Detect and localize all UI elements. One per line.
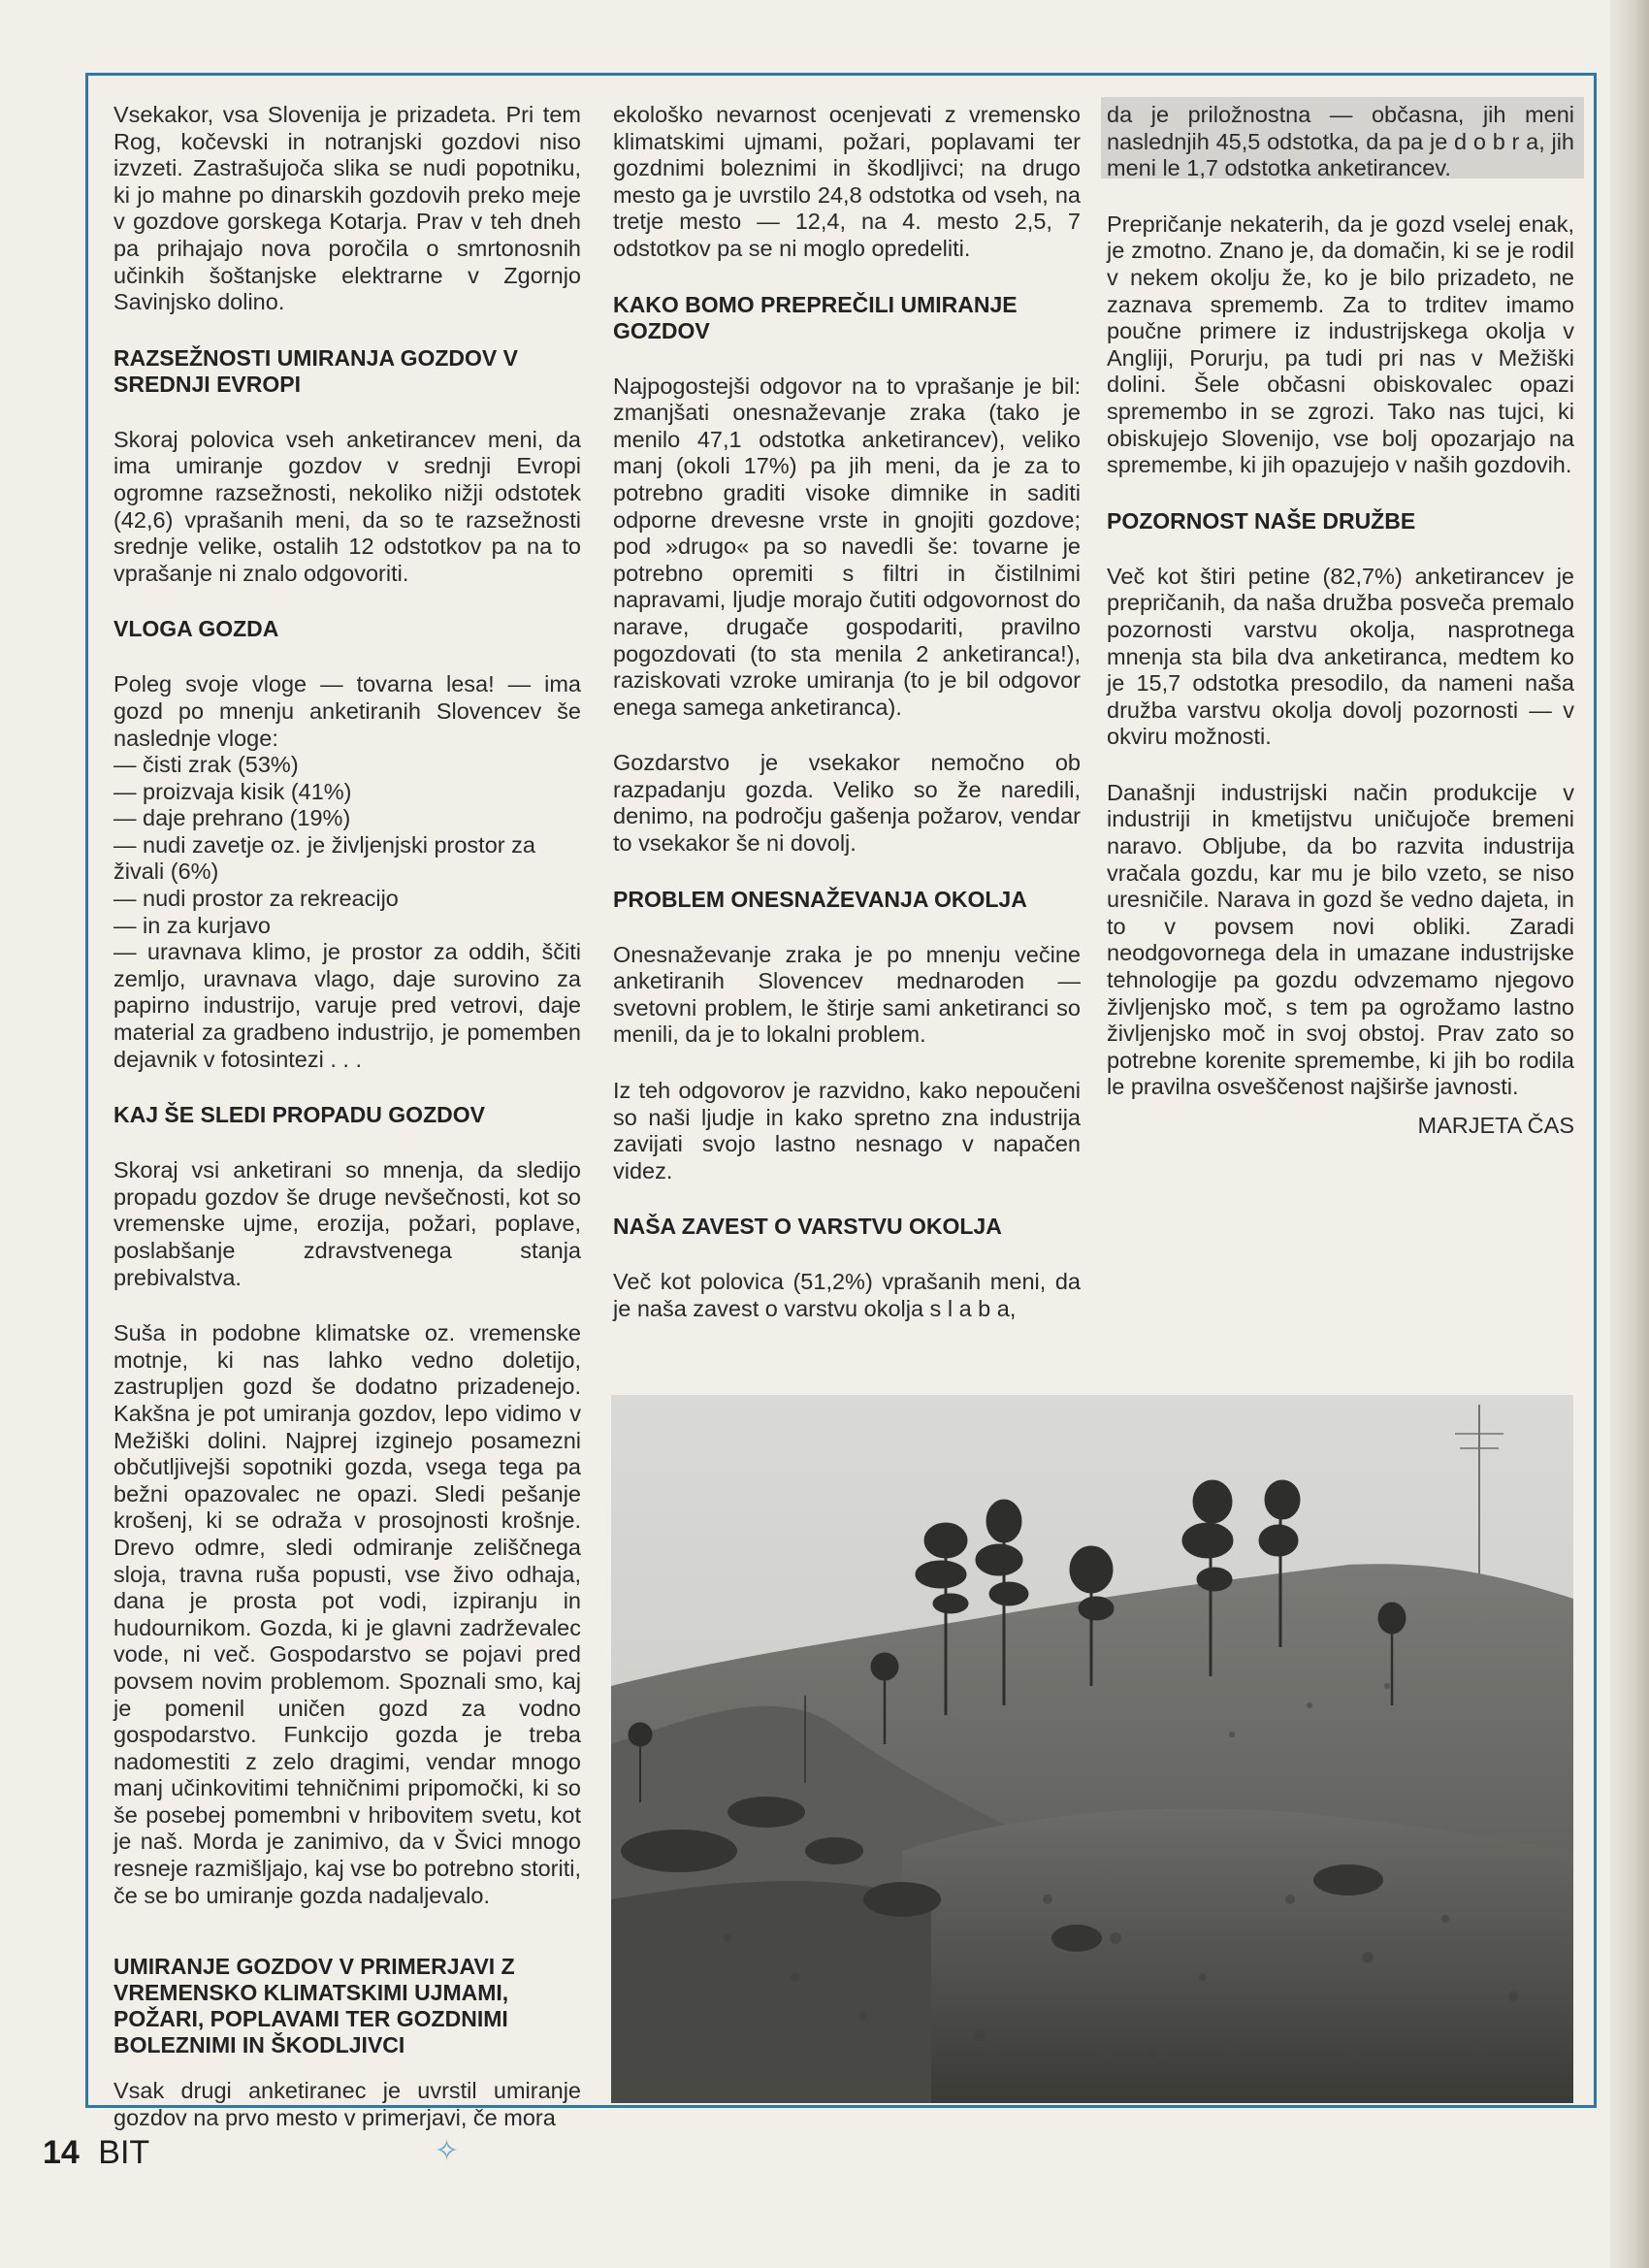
list-item: — daje prehrano (19%)	[113, 805, 351, 831]
section-heading: VLOGA GOZDA	[113, 616, 279, 642]
paragraph: Prepričanje nekaterih, da je gozd vselej enak, je zmotno. Znano je, da domačin, ki se je rodil v nekem okolju že, ko je bilo prizadeto, ne zaznava sprememb. Za to trditev imamo poučne primere iz industrijskega okolja v Angliji, Porurju, pa tudi pri nas v Mežiški dolini. Šele občasni obiskovalec opazi spremembo in se zgrozi. Tako nas tujci, ki obiskujejo Slovenijo, vse bolj opozarjajo na spremembe, ki jih opazujejo v naših gozdovih.	[1107, 211, 1574, 478]
role-list	[113, 752, 581, 1073]
column-2	[613, 102, 1081, 1352]
list-item: — čisti zrak (53%)	[113, 752, 299, 778]
paragraph: Najpogostejši odgovor na to vprašanje je bil: zmanjšati onesnaževanje zraka (tako je menilo 47,1 odstotka anketirancev), veliko manj (okoli 17%) pa jih meni, da je za to potrebno graditi visoke dimnike in saditi odporne drevesne vrste in gnojiti gozdove; pod »drugo« pa so navedli še: tovarne je potrebno opremiti s filtri in čistilnimi napravami, ljudje morajo čutiti odgovornost do narave, drugače gospodariti, pravilno pogozdovati (to sta menila 2 anketiranca!), raziskovati vzroke umiranja (to je bil odgovor enega samega anketiranca).	[613, 373, 1081, 720]
list-item: — nudi zavetje oz. je življenjski prostor za živali (6%)	[113, 831, 535, 885]
section-heading: NAŠA ZAVEST O VARSTVU OKOLJA	[613, 1214, 1002, 1240]
paragraph: Suša in podobne klimatske oz. vremenske motnje, ki nas lahko vedno doletijo, zastrupljen gozd še dodatno prizadenejo. Kakšna je pot umiranja gozdov, lepo vidimo v Mežiški dolini. Najprej izginejo posamezni občutljivejši sopotniki gozda, vsega tega pa bežni opazovalec ne opazi. Sledi pešanje krošenj, ki se odraža v prosojnosti krošnje. Drevo odmre, sledi odmiranje zeliščnega sloja, travna ruša popusti, vse živo odhaja, dana je prosta pot vodi, izpiranju in hudournikom. Gozda, ki je glavni zadrževalec vode, ni več. Gospodarstvo se pojavi pred povsem novim problemom. Spoznali smo, kaj je pomenil uničen gozd za vodno gospodarstvo. Funkcijo gozda je treba nadomestiti z zelo dragimi, vendar mnogo manj učinkovitimi tehničnimi pripomočki, ki so še posebej pomembni v hribovitem svetu, kot je naš. Morda je zanimivo, da v Švici mnogo resneje razmišljajo, kaj vse bo potrebno storiti, če se bo umiranje gozda nadaljevalo.	[113, 1320, 581, 1908]
decorative-mark-icon: ✧	[435, 2135, 460, 2167]
paragraph: Več kot polovica (51,2%) vprašanih meni, da je naša zavest o varstvu okolja s l a b a,	[613, 1269, 1081, 1321]
list-item: — proizvaja kisik (41%)	[113, 778, 352, 804]
forest-hillside-photo	[611, 1395, 1573, 2103]
column-3	[1107, 102, 1574, 1169]
paragraph: da je priložnostna — občasna, jih meni naslednjih 45,5 odstotka, da pa je d o b r a, jih meni le 1,7 odstotka anketirancev.	[1107, 102, 1574, 181]
section-heading: POZORNOST NAŠE DRUŽBE	[1107, 507, 1416, 534]
paragraph: Današnji industrijski način produkcije v industriji in kmetijstvu uničujoče bremeni naravo. Obljube, da bo razvita industrija vračala gozdu, kar mu je bilo vzeto, se niso uresničile. Narava in gozd še vedno dajeta, in to v povsem novi obliki. Zaradi neodgovornega dela in umazane industrijske tehnologije pa gozdu odvzemamo njegovo življenjsko moč, s tem pa ogrožamo lastno življenjsko moč in svoj obstoj. Prav zato so potrebne korenite spremembe, ki jih bo rodila le pravilna osveščenost najširše javnosti.	[1107, 779, 1574, 1100]
paragraph: Gozdarstvo je vsekakor nemočno ob razpadanju gozda. Veliko so že naredili, denimo, na področju gašenja požarov, vendar to vsekakor še ni dovolj.	[613, 750, 1081, 857]
paragraph: Skoraj polovica vseh anketirancev meni, da ima umiranje gozdov v srednji Evropi ogromne razsežnosti, nekoliko nižji odstotek (42,6) vprašanih meni, da so te razsežnosti srednje velike, ostalih 12 odstotkov pa na to vprašanje ni znalo odgovoriti.	[113, 426, 581, 586]
list-item: — in za kurjavo	[113, 912, 271, 938]
section-heading: UMIRANJE GOZDOV V PRIMERJAVI Z VREMENSKO KLIMATSKIMI UJMAMI, POŽARI, POPLAVAMI TER GOZDNIMI BOLEZNIMI IN ŠKODLJIVCI	[113, 1954, 515, 2058]
section-heading: PROBLEM ONESNAŽEVANJA OKOLJA	[613, 886, 1027, 912]
section-heading: KAKO BOMO PREPREČILI UMIRANJE GOZDOV	[613, 291, 1018, 343]
paragraph: Vsak drugi anketiranec je uvrstil umiranje gozdov na prvo mesto v primerjavi, če mora	[113, 2078, 581, 2130]
paragraph: Iz teh odgovorov je razvidno, kako nepoučeni so naši ljudje in kako spretno zna industrija zavijati svojo lastno nesnago v napačen videz.	[613, 1078, 1081, 1183]
paragraph: Več kot štiri petine (82,7%) anketirancev je prepričanih, da naša družba posveča premalo pozornosti varstvu okolja, nasprotnega mnenja sta bila dva anketiranca, medtem ko je 15,7 odstotka presodilo, da nameni naša družba varstvu okolja dovolj pozornosti — v okviru možnosti.	[1107, 563, 1574, 750]
paragraph: Poleg svoje vloge — tovarna lesa! — ima gozd po mnenju anketiranih Slovencev še naslednje vloge:	[113, 671, 581, 751]
list-item: — uravnava klimo, je prostor za oddih, ščiti zemljo, uravnava vlago, daje surovino za papirno industrijo, varuje pred vetrovi, daje material za gradbeno industrijo, je pomemben dejavnik v fotosintezi . . .	[113, 939, 581, 1072]
paragraph: ekološko nevarnost ocenjevati z vremensko klimatskimi ujmami, požari, poplavami ter gozdnimi boleznimi in škodljivci; na drugo mesto ga je uvrstilo 24,8 odstotka od vseh, na tretje mesto — 12,4, na 4. mesto 2,5, 7 odstotkov pa se ni moglo opredeliti.	[613, 102, 1081, 261]
paragraph: Onesnaževanje zraka je po mnenju večine anketiranih Slovencev mednaroden — svetovni problem, le štirje sami anketiranci so menili, da je to lokalni problem.	[613, 941, 1081, 1048]
section-heading: RAZSEŽNOSTI UMIRANJA GOZDOV V SREDNJI EVROPI	[113, 344, 518, 397]
section-heading: KAJ ŠE SLEDI PROPADU GOZDOV	[113, 1102, 485, 1128]
paragraph: Skoraj vsi anketirani so mnenja, da sledijo propadu gozdov še druge nevšečnosti, kot so vremenske ujme, erozija, požari, poplave, poslabšanje zdravstvenega stanja prebivalstva.	[113, 1157, 581, 1290]
column-1	[113, 102, 581, 2160]
page-number: 14	[43, 2134, 80, 2171]
magazine-name: BIT	[98, 2134, 150, 2171]
page-footer	[43, 2134, 149, 2172]
list-item: — nudi prostor za rekreacijo	[113, 886, 399, 912]
paragraph: Vsekakor, vsa Slovenija je prizadeta. Pri tem Rog, kočevski in notranjski gozdovi niso izvzeti. Zastrašujoča slika se nudi popotniku, ki jo mahne po dinarskih gozdovih preko meje v gozdove gorskega Kotarja. Prav v teh dneh pa prihajajo nova poročila o smrtonosnih učinkih šoštanjske elektrarne v Zgornjo Savinjsko dolino.	[113, 102, 581, 315]
author-byline: MARJETA ČAS	[1417, 1113, 1574, 1138]
page-edge	[1610, 0, 1649, 2268]
